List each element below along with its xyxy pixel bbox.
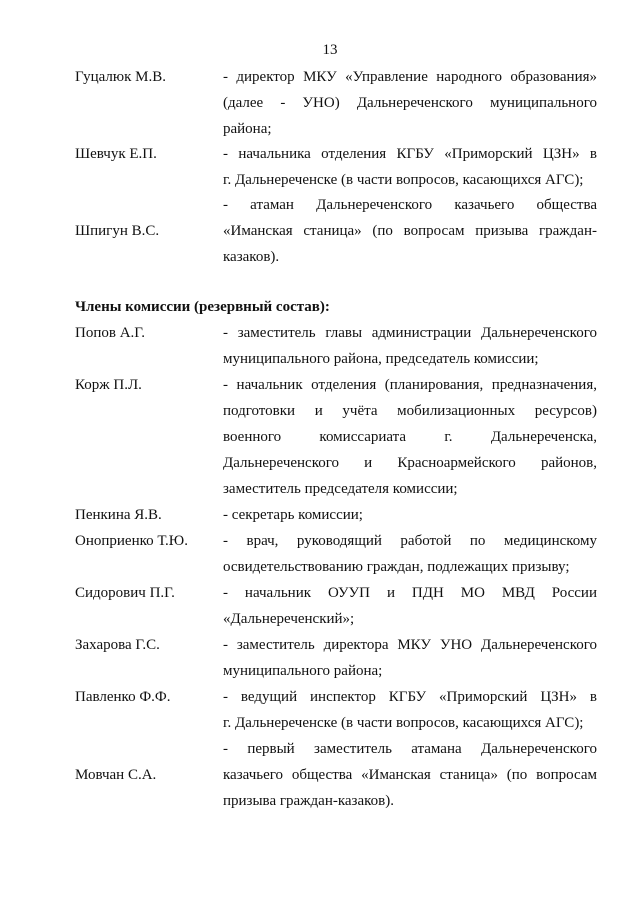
role-line: Дальнереченского и Красноармейского районов, xyxy=(223,455,597,471)
role-line: «Дальнереченский»; xyxy=(223,611,355,627)
member-name: Пенкина Я.В. xyxy=(75,507,162,523)
role-line: «Иманская станица» (по вопросам призыва граждан- xyxy=(223,223,597,239)
role-line: (далее - УНО) Дальнереченского муниципального xyxy=(223,95,597,111)
role-line: - ведущий инспектор КГБУ «Приморский ЦЗН» в xyxy=(223,689,597,705)
role-line: - заместитель главы администрации Дальнереченского xyxy=(223,325,597,341)
role-line: - заместитель директора МКУ УНО Дальнереченского xyxy=(223,637,597,653)
member-name: Оноприенко Т.Ю. xyxy=(75,533,188,549)
role-line: освидетельствованию граждан, подлежащих призыву; xyxy=(223,559,570,575)
role-line: - атаман Дальнереченского казачьего общества xyxy=(223,197,597,213)
role-line: - начальник отделения (планирования, предназначения, xyxy=(223,377,597,393)
role-line: района; xyxy=(223,121,272,137)
role-line: - начальник ОУУП и ПДН МО МВД России xyxy=(223,585,597,601)
role-line: - секретарь комиссии; xyxy=(223,507,363,523)
member-name: Павленко Ф.Ф. xyxy=(75,689,171,705)
member-name: Шпигун В.С. xyxy=(75,223,160,239)
member-role xyxy=(223,320,597,372)
member-role xyxy=(223,528,597,580)
member-role xyxy=(223,502,597,528)
role-line: казаков). xyxy=(223,249,280,265)
member-name: Гуцалюк М.В. xyxy=(75,69,166,85)
member-name: Попов А.Г. xyxy=(75,325,146,341)
member-role xyxy=(223,684,597,736)
role-line: г. Дальнереченске (в части вопросов, касающихся АГС); xyxy=(223,172,584,188)
section-title: Члены комиссии (резервный состав): xyxy=(75,299,330,315)
member-name: Захарова Г.С. xyxy=(75,637,160,653)
member-name: Корж П.Л. xyxy=(75,377,142,393)
role-line: муниципального района; xyxy=(223,663,383,679)
page-number: 13 xyxy=(322,42,338,58)
member-role xyxy=(223,64,597,142)
role-line: казачьего общества «Иманская станица» (по вопросам xyxy=(223,767,597,783)
role-line: военного комиссариата г. Дальнереченска, xyxy=(223,429,597,445)
role-line: - врач, руководящий работой по медицинскому xyxy=(223,533,597,549)
role-line: муниципального района, председатель комиссии; xyxy=(223,351,539,367)
role-line: - директор МКУ «Управление народного образования» xyxy=(223,69,597,85)
member-role xyxy=(223,141,597,193)
member-name: Сидорович П.Г. xyxy=(75,585,175,601)
member-role xyxy=(223,192,597,270)
role-line: - первый заместитель атамана Дальнереченского xyxy=(223,741,597,757)
member-role xyxy=(223,372,597,502)
role-line: подготовки и учёта мобилизационных ресурсов) xyxy=(223,403,597,419)
role-line: призыва граждан-казаков). xyxy=(223,793,394,809)
member-name: Мовчан С.А. xyxy=(75,767,157,783)
member-name: Шевчук Е.П. xyxy=(75,146,157,162)
role-line: - начальника отделения КГБУ «Приморский ЦЗН» в xyxy=(223,146,597,162)
role-line: заместитель председателя комиссии; xyxy=(223,481,458,497)
role-line: г. Дальнереченске (в части вопросов, касающихся АГС); xyxy=(223,715,584,731)
member-role xyxy=(223,736,597,814)
member-role xyxy=(223,580,597,632)
member-role xyxy=(223,632,597,684)
